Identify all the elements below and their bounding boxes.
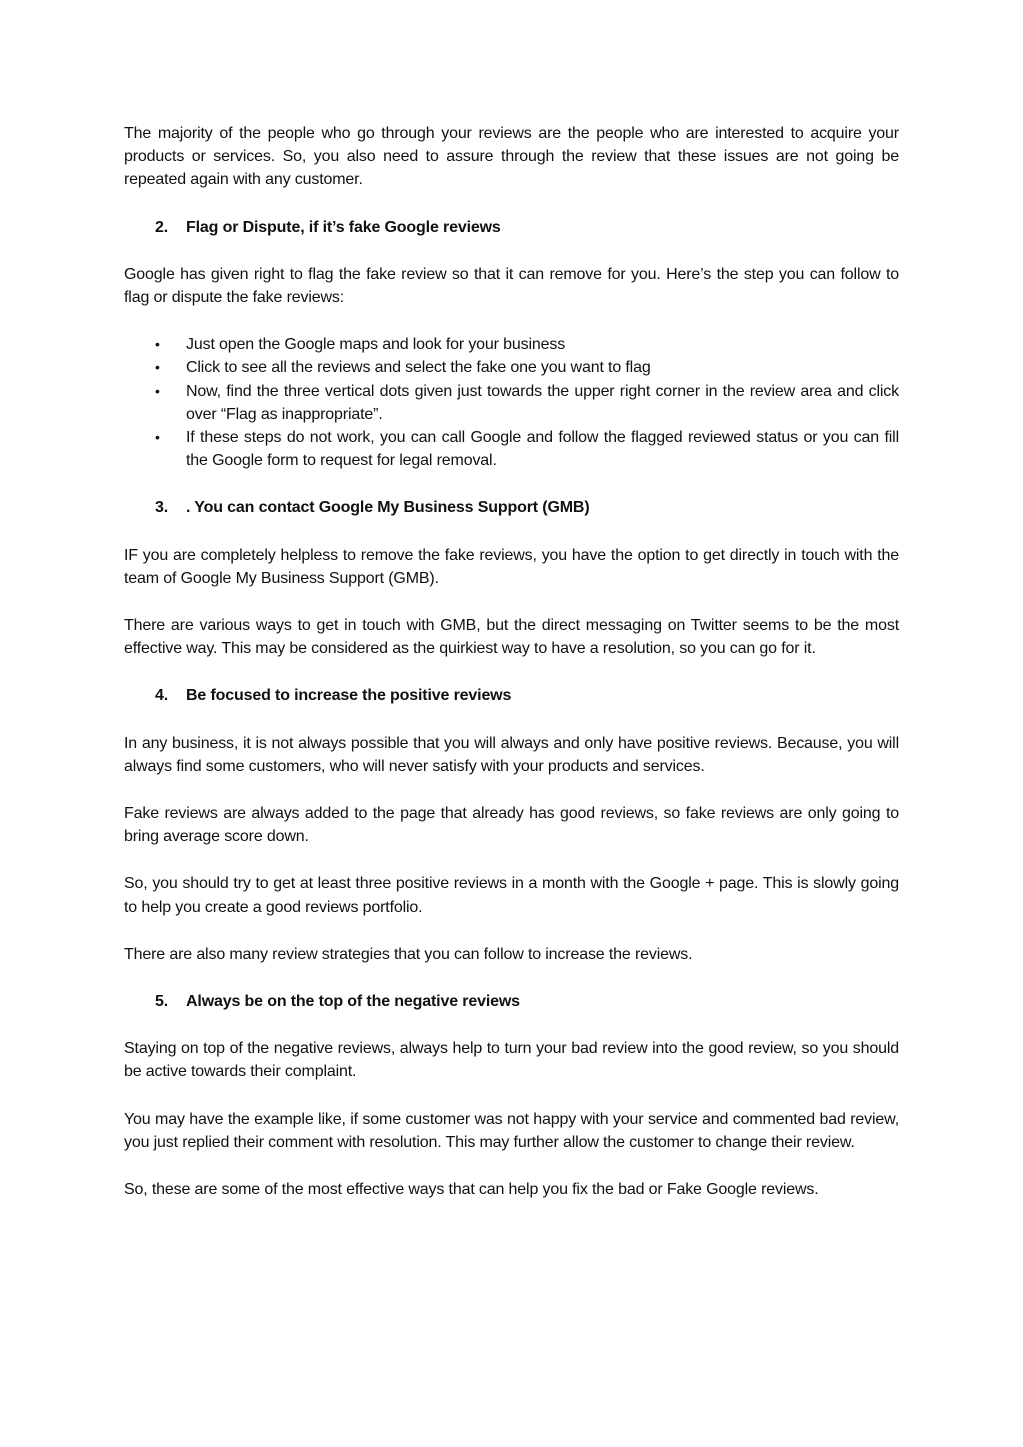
section-heading-5	[124, 990, 899, 1013]
section-4-paragraph: So, you should try to get at least three positive reviews in a month with the Google + page. This is slowly going to help you create a good reviews portfolio.	[124, 875, 899, 916]
list-item-text: Now, find the three vertical dots given just towards the upper right corner in the review area and click over “Flag as inappropriate”.	[186, 382, 899, 423]
flag-steps-list	[124, 333, 899, 472]
section-title: . You can contact Google My Business Support (GMB)	[186, 499, 590, 517]
section-2-paragraph: Google has given right to flag the fake review so that it can remove for you. Here’s the step you can follow to flag or dispute the fake reviews:	[124, 265, 899, 307]
section-number: 2.	[155, 218, 169, 236]
section-title: Flag or Dispute, if it’s fake Google reviews	[186, 218, 501, 236]
intro-paragraph: The majority of the people who go through your reviews are the people who are interested to acquire your products or services. So, you also need to assure through the review that these issues are not going be repeated again with any customer.	[124, 125, 899, 189]
section-4-paragraph: There are also many review strategies that you can follow to increase the reviews.	[124, 945, 693, 963]
list-item	[124, 333, 899, 356]
section-5-paragraph: You may have the example like, if some customer was not happy with your service and commented bad review, you just replied their comment with resolution. This may further allow the customer to change their review.	[124, 1110, 899, 1151]
list-item-text: Just open the Google maps and look for your business	[186, 336, 566, 354]
section-title: Be focused to increase the positive reviews	[186, 687, 512, 705]
bullet-icon: •	[155, 429, 160, 446]
bullet-icon: •	[155, 336, 160, 353]
section-5-paragraph: Staying on top of the negative reviews, always help to turn your bad review into the good review, so you should be active towards their complaint.	[124, 1040, 899, 1081]
section-3-paragraph: IF you are completely helpless to remove the fake reviews, you have the option to get directly in touch with the team of Google My Business Support (GMB).	[124, 546, 899, 587]
closing-paragraph: So, these are some of the most effective ways that can help you fix the bad or Fake Google reviews.	[124, 1181, 819, 1199]
section-heading-3	[124, 496, 899, 519]
list-item-text: If these steps do not work, you can call Google and follow the flagged reviewed status or you can fill the Google form to request for legal removal.	[186, 429, 899, 470]
document-page	[124, 122, 899, 1225]
section-number: 3.	[155, 499, 169, 517]
section-heading-4	[124, 684, 899, 707]
section-4-paragraph: Fake reviews are always added to the page that already has good reviews, so fake reviews are only going to bring average score down.	[124, 805, 899, 846]
list-item-text: Click to see all the reviews and select the fake one you want to flag	[186, 359, 651, 377]
list-item	[124, 380, 899, 426]
list-item	[124, 356, 899, 379]
section-4-paragraph: In any business, it is not always possible that you will always and only have positive reviews. Because, you will always find some customers, who will never satisfy with your products and services.	[124, 734, 899, 775]
section-number: 5.	[155, 993, 169, 1011]
section-title: Always be on the top of the negative reviews	[186, 993, 520, 1011]
section-3-paragraph: There are various ways to get in touch with GMB, but the direct messaging on Twitter seems to be the most effective way. This may be considered as the quirkiest way to have a resolution, so you can go for it.	[124, 617, 899, 658]
section-number: 4.	[155, 687, 169, 705]
section-heading-2	[124, 216, 899, 239]
bullet-icon: •	[155, 382, 160, 399]
bullet-icon: •	[155, 359, 160, 376]
list-item	[124, 426, 899, 472]
